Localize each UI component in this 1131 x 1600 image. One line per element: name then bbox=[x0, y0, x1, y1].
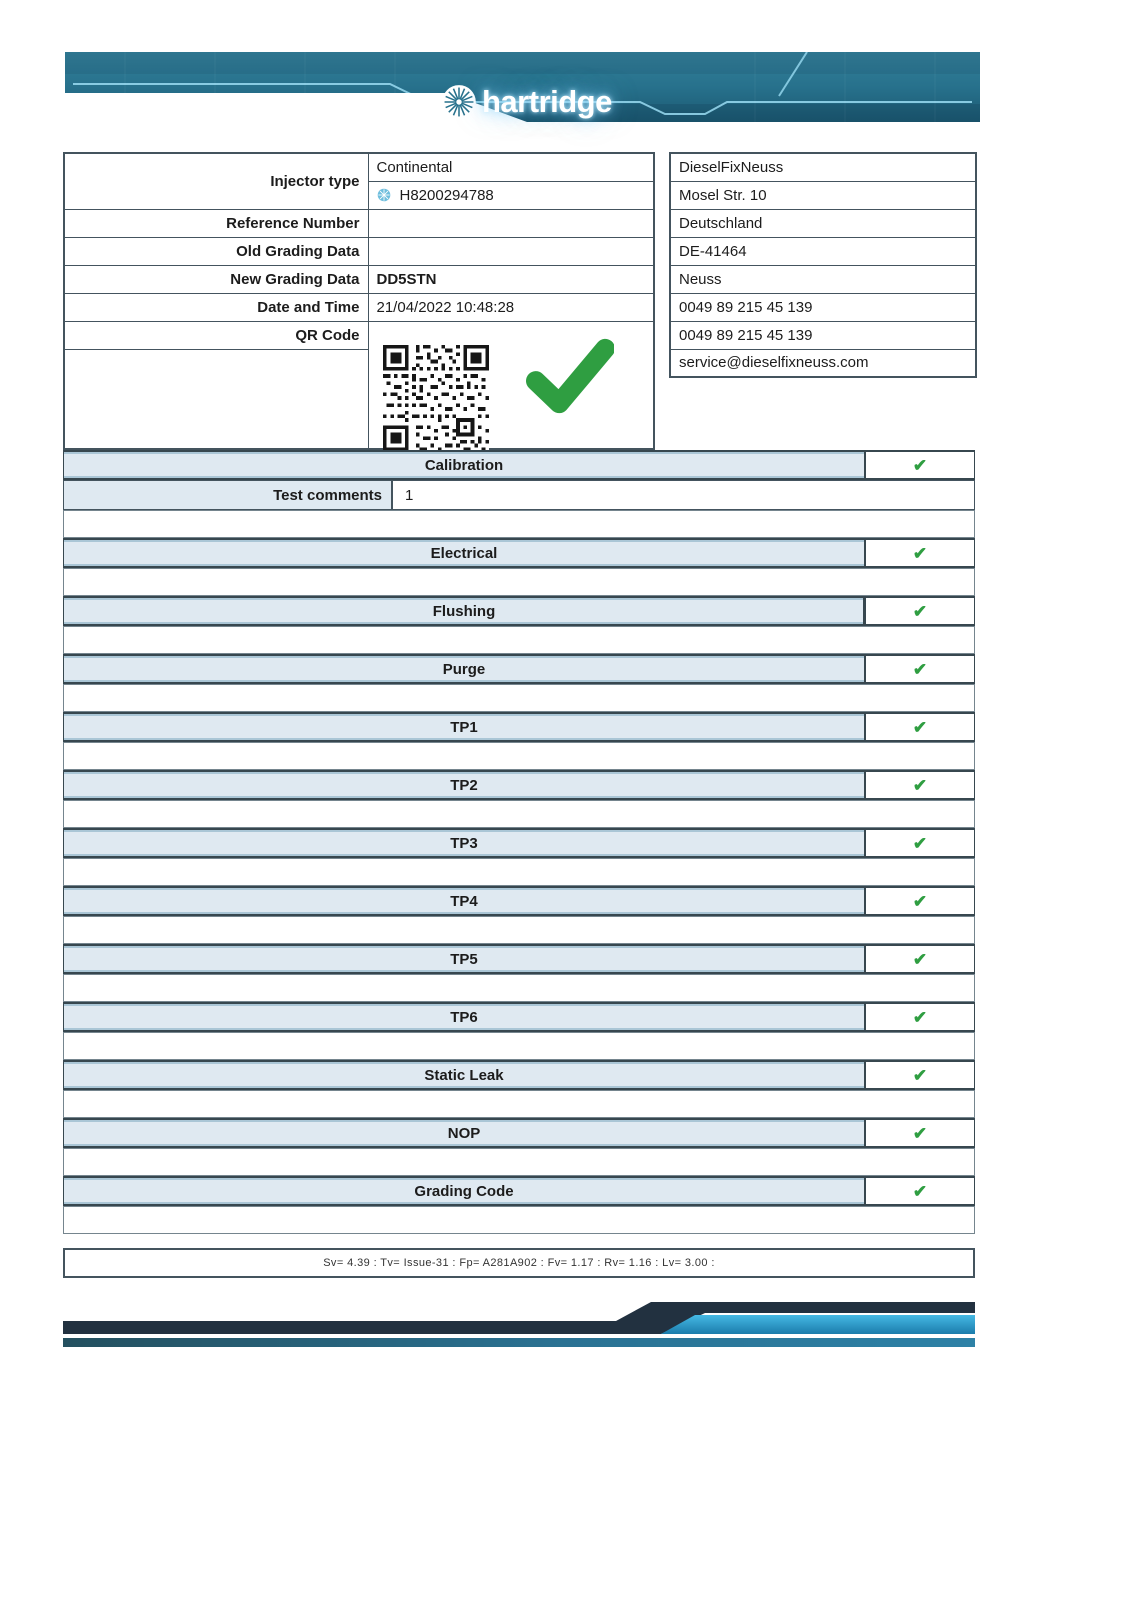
pass-check-icon: ✔ bbox=[912, 833, 928, 853]
section-label: Flushing bbox=[432, 602, 496, 620]
qr-code bbox=[383, 345, 489, 451]
section-row-static-leak bbox=[63, 1060, 865, 1090]
spacer-row bbox=[63, 1090, 975, 1118]
section-label: Calibration bbox=[424, 456, 504, 474]
spacer-row bbox=[63, 916, 975, 944]
workshop-phone: 0049 89 215 45 139 bbox=[670, 293, 976, 321]
workshop-city: Neuss bbox=[670, 265, 976, 293]
hartridge-wheel-icon bbox=[442, 85, 476, 119]
static-leak-check-cell bbox=[865, 1060, 975, 1090]
spacer-row bbox=[63, 742, 975, 770]
qr-code-label: QR Code bbox=[64, 321, 368, 349]
section-label: TP5 bbox=[450, 950, 478, 968]
spacer-row bbox=[63, 974, 975, 1002]
section-row-tp3 bbox=[63, 828, 865, 858]
section-label: TP1 bbox=[450, 718, 478, 736]
section-label: Purge bbox=[442, 660, 486, 678]
spacer-row bbox=[63, 858, 975, 886]
pass-check-icon: ✔ bbox=[912, 1123, 928, 1143]
pass-check-icon: ✔ bbox=[912, 775, 928, 795]
pass-check-icon: ✔ bbox=[912, 543, 928, 563]
section-label: TP3 bbox=[450, 834, 478, 852]
section-row-electrical bbox=[63, 538, 865, 568]
spacer-row bbox=[63, 1032, 975, 1060]
section-row-tp4 bbox=[63, 886, 865, 916]
pass-check-icon: ✔ bbox=[912, 1181, 928, 1201]
pass-check-icon: ✔ bbox=[912, 1065, 928, 1085]
datetime-label: Date and Time bbox=[64, 293, 368, 321]
section-row-grading-code bbox=[63, 1176, 865, 1206]
section-row-tp2 bbox=[63, 770, 865, 800]
wheel-bullet-icon bbox=[377, 188, 391, 202]
new-grading-label: New Grading Data bbox=[64, 265, 368, 293]
workshop-street: Mosel Str. 10 bbox=[670, 181, 976, 209]
section-label: Static Leak bbox=[424, 1066, 504, 1084]
empty-area bbox=[64, 349, 368, 449]
pass-check-large-icon bbox=[526, 336, 614, 418]
tp1-check-cell bbox=[865, 712, 975, 742]
pass-check-icon: ✔ bbox=[912, 717, 928, 737]
brand-name: hartridge bbox=[482, 84, 612, 119]
brand-logo bbox=[442, 80, 702, 124]
injector-serial-value: H8200294788 bbox=[399, 186, 494, 204]
reference-number-value bbox=[368, 209, 654, 237]
workshop-info-table bbox=[669, 152, 977, 378]
grading-code-check-cell bbox=[865, 1176, 975, 1206]
tp6-check-cell bbox=[865, 1002, 975, 1032]
section-label: TP4 bbox=[450, 892, 478, 910]
flushing-check-cell bbox=[865, 596, 975, 626]
spacer-row bbox=[63, 800, 975, 828]
pass-check-icon: ✔ bbox=[912, 1007, 928, 1027]
version-info-row: Sv= 4.39 : Tv= Issue-31 : Fp= A281A902 : Fv= 1.17 : Rv= 1.16 : Lv= 3.00 : bbox=[63, 1248, 975, 1278]
tp5-check-cell bbox=[865, 944, 975, 974]
spacer-row bbox=[63, 510, 975, 538]
workshop-email: service@dieselfixneuss.com bbox=[670, 349, 976, 377]
section-row-flushing bbox=[63, 596, 865, 626]
calibration-check-cell bbox=[865, 450, 975, 480]
workshop-postcode: DE-41464 bbox=[670, 237, 976, 265]
section-row-tp5 bbox=[63, 944, 865, 974]
spacer-row bbox=[63, 626, 975, 654]
spacer-row bbox=[63, 1206, 975, 1234]
pass-check-icon: ✔ bbox=[912, 455, 928, 475]
purge-check-cell bbox=[865, 654, 975, 684]
workshop-country: Deutschland bbox=[670, 209, 976, 237]
injector-make-value: Continental bbox=[368, 153, 654, 181]
pass-check-icon: ✔ bbox=[912, 659, 928, 679]
spacer-row bbox=[63, 684, 975, 712]
tp4-check-cell bbox=[865, 886, 975, 916]
pass-check-icon: ✔ bbox=[912, 601, 928, 621]
section-label: TP2 bbox=[450, 776, 478, 794]
footer-banner-graphic bbox=[63, 1294, 975, 1348]
section-row-tp6 bbox=[63, 1002, 865, 1032]
reference-number-label: Reference Number bbox=[64, 209, 368, 237]
pass-check-icon: ✔ bbox=[912, 891, 928, 911]
datetime-value: 21/04/2022 10:48:28 bbox=[368, 293, 654, 321]
electrical-check-cell bbox=[865, 538, 975, 568]
section-row-nop bbox=[63, 1118, 865, 1148]
test-comments-value: 1 bbox=[392, 480, 975, 510]
injector-type-label: Injector type bbox=[64, 153, 368, 209]
test-comments-label: Test comments bbox=[63, 480, 392, 510]
workshop-fax: 0049 89 215 45 139 bbox=[670, 321, 976, 349]
section-label: Grading Code bbox=[414, 1182, 514, 1200]
injector-serial-cell bbox=[368, 181, 654, 209]
spacer-row bbox=[63, 1148, 975, 1176]
workshop-name: DieselFixNeuss bbox=[670, 153, 976, 181]
section-row-purge bbox=[63, 654, 865, 684]
tp2-check-cell bbox=[865, 770, 975, 800]
section-row-calibration bbox=[63, 450, 865, 480]
new-grading-value: DD5STN bbox=[368, 265, 654, 293]
section-label: NOP bbox=[447, 1124, 481, 1142]
nop-check-cell bbox=[865, 1118, 975, 1148]
section-label: Electrical bbox=[430, 544, 498, 562]
footer-banner bbox=[63, 1294, 975, 1348]
old-grading-label: Old Grading Data bbox=[64, 237, 368, 265]
pass-check-icon: ✔ bbox=[912, 949, 928, 969]
spacer-row bbox=[63, 568, 975, 596]
old-grading-value bbox=[368, 237, 654, 265]
section-label: TP6 bbox=[450, 1008, 478, 1026]
section-row-tp1 bbox=[63, 712, 865, 742]
tp3-check-cell bbox=[865, 828, 975, 858]
